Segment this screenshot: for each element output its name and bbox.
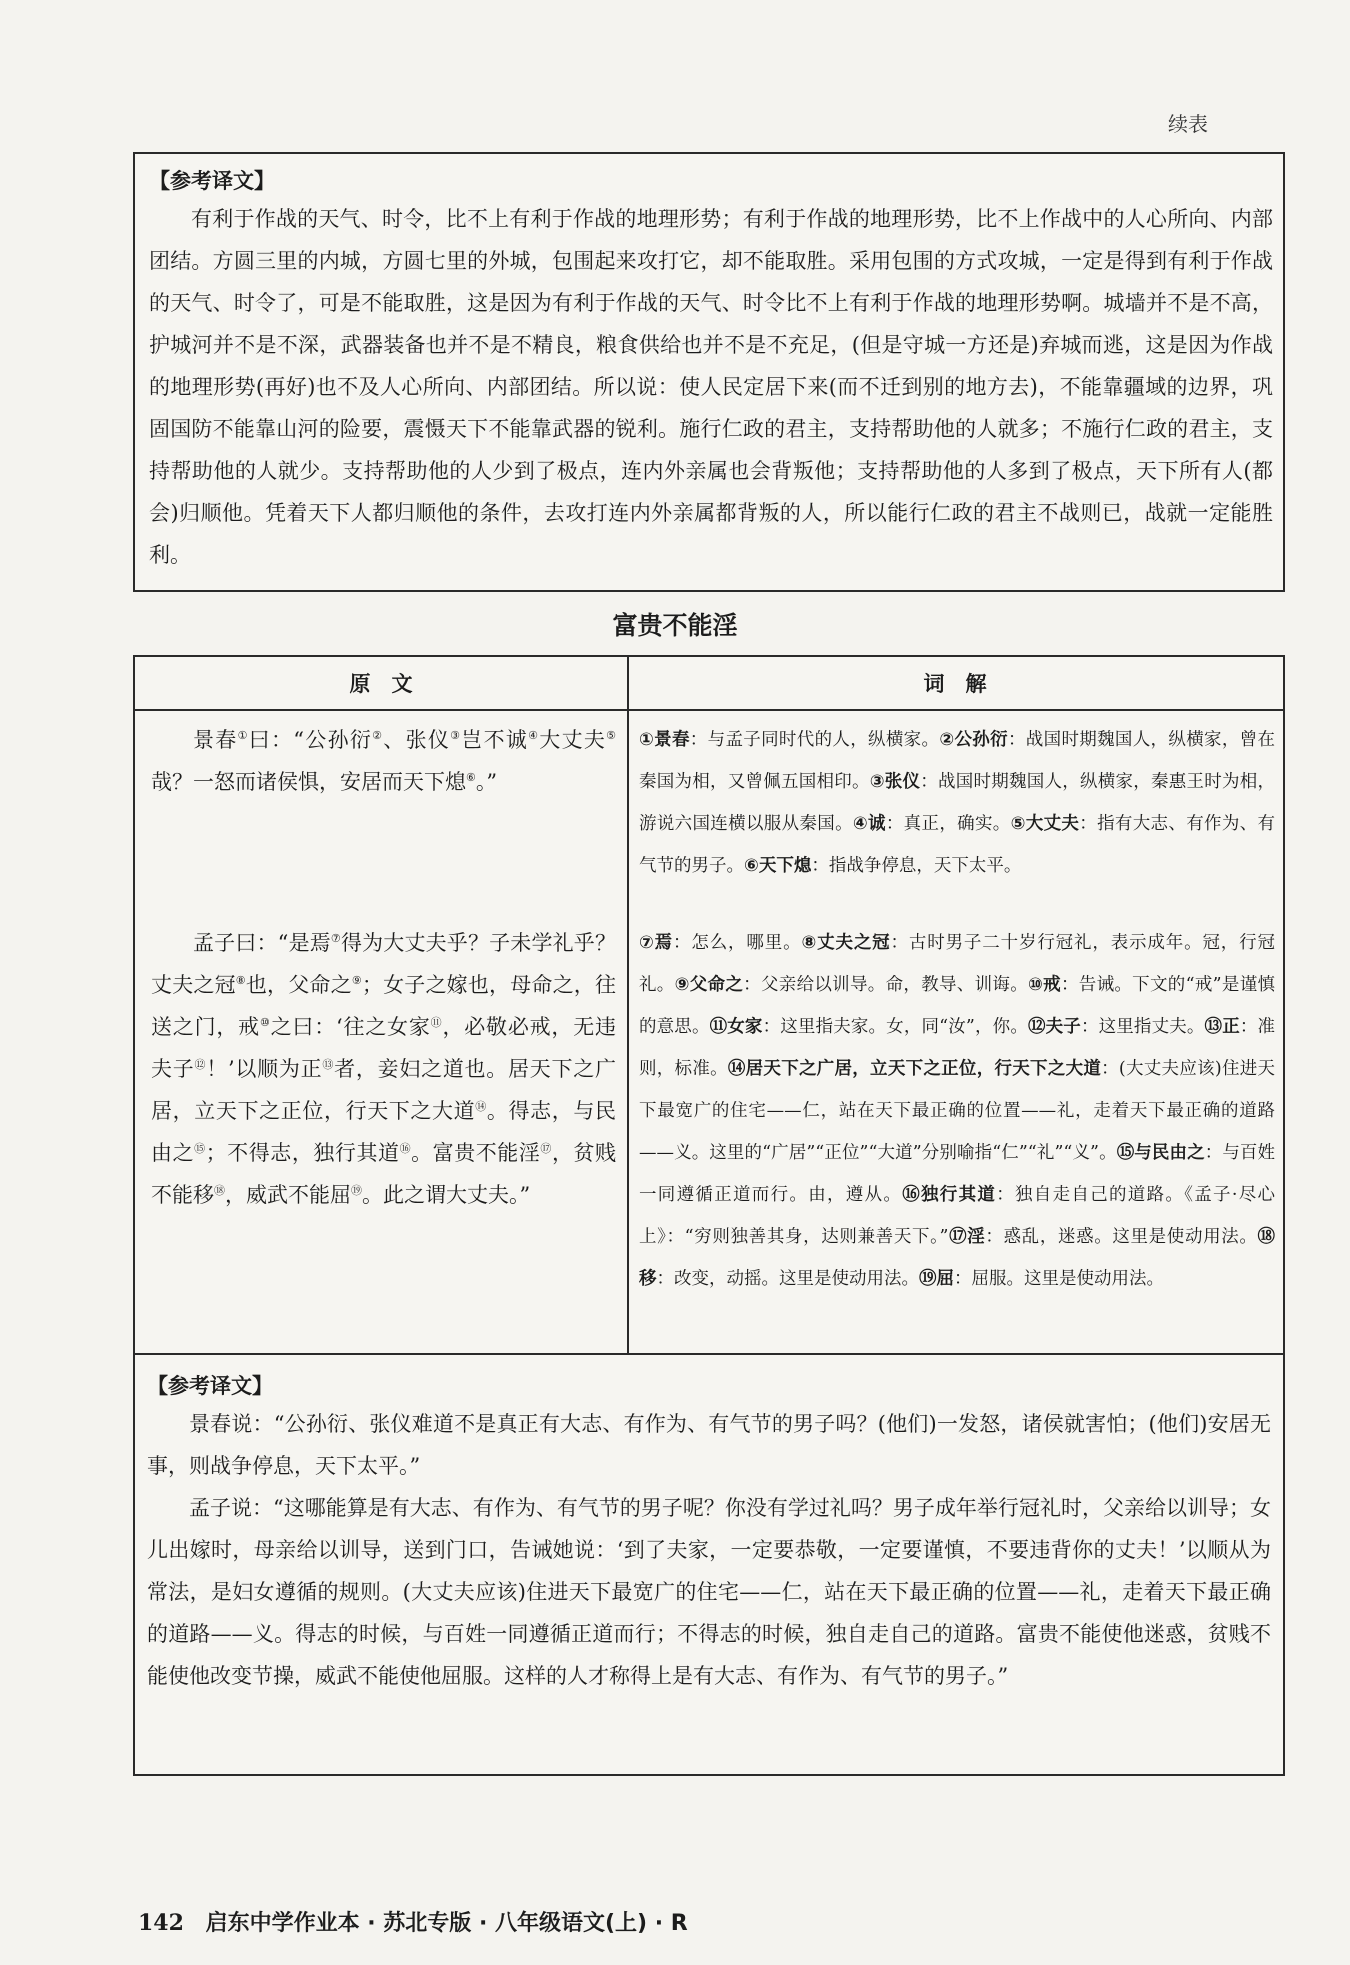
explanation-term: ③张仪 (869, 772, 921, 792)
original-text-1 (151, 719, 616, 803)
explanation-term: ④诚 (852, 814, 886, 834)
explanation-term: ①景春 (639, 730, 690, 750)
explanation-definition: ：这里指丈夫。 (1080, 1017, 1205, 1037)
note-marker: ⑤ (606, 729, 617, 742)
explanation-term: ⑯独行其道 (902, 1185, 997, 1205)
explanation-definition: ：(大丈夫应该)住进天下最宽广的住宅——仁，站在天下最正确的位置——礼，走着天下最正确的道路——义。这里的“广居”“正位”“大道”分别喻指“仁”“礼”“义”。 (639, 1059, 1276, 1163)
explanation-definition: ：战国时期魏国人，纵横家，秦惠王时为相，游说六国连横以服从秦国。 (639, 772, 1276, 834)
explanation-definition: ：怎么，哪里。 (673, 933, 802, 953)
explanation-term: ⑨父命之 (674, 975, 744, 995)
row-divider (135, 1353, 1283, 1355)
explanation-definition: ：准则，标准。 (639, 1017, 1276, 1079)
text-run: ，必敬必戒，无违夫子 (151, 1015, 616, 1081)
explanation-definition: ：屈服。这里是使动用法。 (954, 1269, 1164, 1289)
text-run: 景春 (193, 728, 238, 752)
text-run: ！’以顺为正 (206, 1057, 323, 1081)
explanation-term: ⑥天下熄 (744, 856, 812, 876)
note-marker: ② (372, 729, 384, 742)
explanation-definition: ：战国时期魏国人，纵横家，曾在秦国为相，又曾佩五国相印。 (639, 730, 1276, 792)
note-marker: ⑥ (466, 771, 476, 784)
explanation-term: ⑧丈夫之冠 (801, 933, 891, 953)
header-word-explanation: 词 解 (627, 657, 1283, 711)
note-marker: ⑫ (194, 1058, 207, 1071)
reference-translation-tag: 【参考译文】 (149, 169, 275, 193)
text-run: ；女子之嫁也，母命之，往送之门，戒 (151, 973, 616, 1039)
text-run: 者，妾妇之道也。居天下之广居，立天下之正位，行天下之大道 (151, 1057, 617, 1123)
note-marker: ① (237, 729, 249, 742)
note-marker: ⑧ (235, 974, 246, 987)
note-marker: ③ (450, 729, 462, 742)
text-annotation-table (133, 655, 1285, 1776)
note-marker: ⑦ (330, 932, 341, 945)
explanation-definition: ：与百姓一同遵循正道而行。由，遵从。 (639, 1143, 1276, 1205)
explanation-term: ⑫夫子 (1027, 1017, 1081, 1037)
text-run: 。” (475, 770, 498, 794)
note-marker: ⑮ (194, 1142, 206, 1155)
continued-label: 续表 (1168, 112, 1208, 136)
reference-translation-text: 有利于作战的天气、时令，比不上有利于作战的地理形势；有利于作战的地理形势，比不上作战中的人心所向、内部团结。方圆三里的内城，方圆七里的外城，包围起来攻打它，却不能取胜。采用包围的方式攻城，一定是得到有利于作战的天气、时令了，可是不能取胜，这是因为有利于作战的天气、时令比不上有利于作战的地理形势啊。城墙并不是不高，护城河并不是不深，武器装备也并不是不精良，粮食供给也并不是不充足，(但是守城一方还是)弃城而逃，这是因为作战的地理形势(再好)也不及人心所向、内部团结。所以说：使人民定居下来(而不迁到别的地方去)，不能靠疆域的边界，巩固国防不能靠山河的险要，震慑天下不能靠武器的锐利。施行仁政的君主，支持帮助他的人就多；不施行仁政的君主，支持帮助他的人就少。支持帮助他的人少到了极点，连内外亲属也会背叛他；支持帮助他的人多到了极点，天下所有人(都会)归顺他。凭着天下人都归顺他的条件，去攻打连内外亲属都背叛的人，所以能行仁政的君主不战则已，战就一定能胜利。 (149, 207, 1273, 567)
note-marker: ⑰ (540, 1142, 552, 1155)
explanation-term: ⑮与民由之 (1116, 1143, 1205, 1163)
page-number: 142 (138, 1910, 184, 1936)
text-run: 。得志，与民由之 (151, 1099, 617, 1165)
note-marker: ⑪ (430, 1016, 443, 1029)
text-run: 之曰：‘往之女家 (270, 1015, 431, 1039)
text-run: 。富贵不能淫 (411, 1141, 541, 1165)
explanation-definition: ：惑乱，迷惑。这里是使动用法。 (985, 1227, 1258, 1247)
page-footer (138, 1906, 688, 1937)
note-marker: ⑬ (322, 1058, 335, 1071)
note-marker: ④ (528, 729, 540, 742)
explanation-term: ⑪女家 (709, 1017, 763, 1037)
explanation-block-2 (639, 922, 1275, 1300)
text-run: 岂不诚 (461, 728, 529, 752)
note-marker: ⑨ (351, 974, 362, 987)
column-divider (627, 657, 629, 1355)
explanation-definition: ：指战争停息，天下太平。 (811, 856, 1022, 876)
text-run: 大丈夫 (539, 728, 607, 752)
explanation-definition: ：告诫。下文的“戒”是谨慎的意思。 (639, 975, 1276, 1037)
explanation-term: ⑱移 (639, 1227, 1276, 1289)
text-run: ，威武不能屈 (225, 1183, 351, 1207)
note-marker: ⑱ (214, 1184, 225, 1197)
reference-translation-tag-2: 【参考译文】 (147, 1374, 273, 1398)
text-run: 孟子曰：“是焉 (193, 931, 331, 955)
explanation-term: ⑭居天下之广居，立天下之正位，行天下之大道 (727, 1059, 1102, 1079)
text-run: 、张仪 (383, 728, 451, 752)
note-marker: ⑩ (259, 1016, 271, 1029)
explanation-term: ⑰淫 (948, 1227, 986, 1247)
translation-paragraph-2: 孟子说：“这哪能算是有大志、有作为、有气节的男子呢？你没有学过礼吗？男子成年举行冠礼时，父亲给以训导；女儿出嫁时，母亲给以训导，送到门口，告诫她说：‘到了夫家，一定要恭敬，一定要谨慎，不要违背你的丈夫！’以顺从为常法，是妇女遵循的规则。(大丈夫应该)住进天下最宽广的住宅——仁，站在天下最正确的位置——礼，走着天下最正确的道路——义。得志的时候，与百姓一同遵循正道而行；不得志的时候，独自走自己的道路。富贵不能使他迷惑，贫贱不能使他改变节操，威武不能使他屈服。这样的人才称得上是有大志、有作为、有气节的男子。” (147, 1496, 1271, 1688)
explanation-definition: ：父亲给以训导。命，教导、训诲。 (743, 975, 1029, 995)
text-run: 曰：“公孙衍 (248, 728, 373, 752)
translation-box-top (133, 152, 1285, 592)
explanation-definition: ：真正，确实。 (885, 814, 1011, 834)
explanation-definition: ：这里指夫家。女，同“汝”，你。 (762, 1017, 1028, 1037)
explanation-definition: ：古时男子二十岁行冠礼，表示成年。冠，行冠礼。 (639, 933, 1275, 995)
note-marker: ⑭ (475, 1100, 487, 1113)
explanation-term: ②公孙衍 (939, 730, 1008, 750)
note-marker: ⑯ (399, 1142, 412, 1155)
explanation-definition: ：改变，动摇。这里是使动用法。 (656, 1269, 919, 1289)
explanation-term: ⑬正 (1204, 1017, 1240, 1037)
explanation-definition: ：与孟子同时代的人，纵横家。 (689, 730, 940, 750)
reference-translation-bottom (147, 1369, 1271, 1697)
text-run: ；不得志，独行其道 (205, 1141, 400, 1165)
section-title: 富贵不能淫 (612, 611, 738, 640)
text-run: 也，父命之 (245, 973, 352, 997)
explanation-block-1 (639, 719, 1275, 887)
explanation-term: ⑤大丈夫 (1010, 814, 1080, 834)
note-marker: ⑲ (351, 1184, 362, 1197)
text-run: 哉？一怒而诸侯惧，安居而天下熄 (151, 770, 466, 794)
explanation-term: ⑩戒 (1028, 975, 1061, 995)
explanation-term: ⑲屈 (919, 1269, 954, 1289)
original-text-2 (151, 922, 616, 1216)
text-run: 。此之谓大丈夫。” (362, 1183, 531, 1207)
text-run: 得为大丈夫乎？子未学礼乎？丈夫之冠 (151, 931, 616, 997)
book-title: 启东中学作业本 · 苏北专版 · 八年级语文(上) · R (205, 1911, 688, 1936)
explanation-definition: ：指有大志、有作为、有气节的男子。 (639, 814, 1276, 876)
explanation-term: ⑦焉 (639, 933, 674, 953)
text-run: ，贫贱不能移 (151, 1141, 617, 1207)
header-original-text: 原 文 (135, 657, 627, 711)
explanation-definition: ：独自走自己的道路。《孟子·尽心上》：“穷则独善其身，达则兼善天下。” (639, 1185, 1276, 1247)
translation-paragraph-1: 景春说：“公孙衍、张仪难道不是真正有大志、有作为、有气节的男子吗？(他们)一发怒，诸侯就害怕；(他们)安居无事，则战争停息，天下太平。” (147, 1412, 1271, 1478)
